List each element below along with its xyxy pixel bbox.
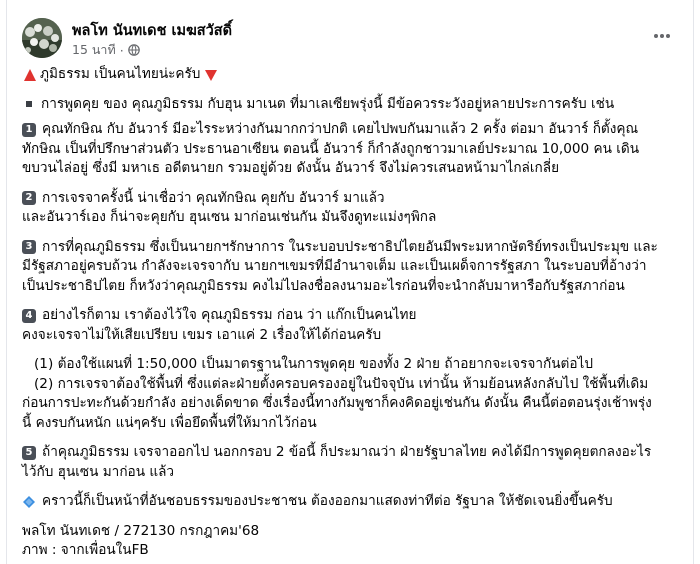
- list-item: [22, 120, 682, 179]
- post-title-line: [22, 65, 682, 85]
- meta-separator: ·: [119, 42, 124, 58]
- avatar[interactable]: [22, 18, 62, 58]
- more-options-icon[interactable]: [648, 24, 676, 48]
- post-time[interactable]: 15 นาที: [72, 42, 116, 57]
- post-body: [22, 65, 682, 561]
- red-triangle-down-icon: [204, 68, 218, 82]
- signature: พลโท นันทเดช / 272130 กรกฎาคม'68: [22, 522, 260, 539]
- post-header: [22, 18, 682, 62]
- closing-line: [22, 492, 682, 512]
- item-text: เป็นประชาธิปไตย ก็หวังว่าคุณภูมิธรรม คงไม่ไปลงชื่อลงนามอะไรก่อนที่จะนำกลับมาหารือกับรัฐสภาก่อน: [22, 277, 625, 294]
- keycap-2-icon: 2: [22, 191, 36, 205]
- sub-item-text: (2) การเจรจาต้องใช้พื้นที่ ซึ่งแต่ละฝ่ายตั้งครอบครองอยู่ในปัจจุบัน เท่านั้น ห้ามย้อนหลังกลับไป ใช้พื้นที่เดิม: [34, 375, 649, 392]
- item-text: การที่คุณภูมิธรรม ซึ่งเป็นนายกฯรักษาการ ในระบอบประชาธิปไตยอันมีพระมหากษัตริย์ทรงเป็นประมุข และ: [42, 238, 658, 255]
- item-text: มีรัฐสภาอยู่ครบถ้วน กำลังจะเจรจากับ นายกฯเขมรที่มีอำนาจเต็ม และเป็นเผด็จการรัฐสภา ในระบอบที่อ้างว่า: [22, 258, 647, 274]
- item-text: ถ้าคุณภูมิธรรม เจรจาออกไป นอกกรอบ 2 ข้อนี้ ก็ประมาณว่า ฝ่ายรัฐบาลไทย คงได้มีการพูดคุยตกลงอะไร: [42, 444, 652, 460]
- intro-text: การพูดคุย ของ คุณภูมิธรรม กับฮุน มาเนต ที่มาเลเซียพรุ่งนี้ มีข้อควรระวังอยู่หลายประการครับ เช่น: [41, 95, 615, 112]
- sub-item-text: ก่อนการปะทะกันด้วยกำลัง อย่างเด็ดขาด ซึ่งเรื่องนี้ทางกัมพูชาก็คงคิดอยู่เช่นกัน ดังนั้น คืนนี้ต่อตอนรุ่งเช้าพรุ่ง: [22, 395, 652, 411]
- item-text: การเจรจาครั้งนี้ น่าเชื่อว่า คุณทักษิณ คุยกับ อันวาร์ มาแล้ว: [42, 189, 385, 206]
- red-triangle-up-icon: [23, 68, 37, 82]
- keycap-5-icon: 5: [22, 446, 36, 460]
- keycap-1-icon: 1: [22, 123, 36, 137]
- keycap-3-icon: 3: [22, 240, 36, 254]
- globe-icon[interactable]: [128, 44, 140, 56]
- post-meta: [72, 40, 140, 60]
- photo-credit: ภาพ : จากเพื่อนในFB: [22, 542, 149, 558]
- sub-list: [22, 355, 682, 433]
- item-text: คงจะเจรจาไม่ให้เสียเปรียบ เขมร เอาแค่ 2 เรื่องให้ได้ก่อนครับ: [22, 326, 382, 343]
- list-item: [22, 238, 682, 297]
- item-text: คุณทักษิณ กับ อันวาร์ มีอะไรระหว่างกันมากกว่าปกติ เคยไปพบกันมาแล้ว 2 ครั้ง ต่อมา อันวาร์ ก็ตั้งคุณ: [42, 121, 639, 137]
- item-text: ไว้กับ ฮุนเซน มาก่อน แล้ว: [22, 463, 175, 480]
- list-item: [22, 443, 682, 482]
- list-item: [22, 306, 682, 345]
- post-card: [6, 0, 694, 564]
- keycap-4-icon: 4: [22, 309, 36, 323]
- closing-text: คราวนี้ก็เป็นหน้าที่อันชอบธรรมของประชาชน ต้องออกมาแสดงท่าทีต่อ รัฐบาล ให้ชัดเจนยิ่งขึ้นครับ: [42, 493, 613, 509]
- item-text: ขบวนไล่อยู่ ซึ่งมี มหาเธ อดีตนายก รวมอยู่ด้วย ดังนั้น อันวาร์ จึงไม่ควรเสนอหน้ามาไกล่เกลี่ย: [22, 160, 560, 176]
- post-title: ภูมิธรรม เป็นคนไทยน่ะครับ: [40, 66, 201, 82]
- sub-item-text: นี้ คงรบกันหนัก แน่ๆครับ เพื่อยึดพื้นที่ให้มากไว้ก่อน: [22, 414, 317, 431]
- blue-diamond-icon: [22, 495, 36, 509]
- author-name[interactable]: พลโท นันทเดช เมฆสวัสดิ์: [72, 23, 233, 39]
- item-text: อย่างไรก็ตาม เราต้องไว้ใจ คุณภูมิธรรม ก่อน ว่า แก๊กเป็นคนไทย: [42, 307, 417, 323]
- item-text: และอันวาร์เอง ก็น่าจะคุยกับ ฮุนเซน มาก่อนเช่นกัน มันจึงดูทะแม่งๆพิกล: [22, 209, 437, 225]
- intro-line: [22, 95, 682, 115]
- item-text: ทักษิณ เป็นที่ปรึกษาส่วนตัว ประธานอาเซียน ตอนนี้ อันวาร์ ก็กำลังถูกชาวมาเลย์ประมาณ 10,000 คน เดิน: [22, 140, 639, 157]
- list-item: [22, 189, 682, 228]
- sub-item-text: (1) ต้องใช้แผนที่ 1:50,000 เป็นมาตรฐานในการพูดคุย ของทั้ง 2 ฝ่าย ถ้าอยากจะเจรจากันต่อไป: [34, 356, 593, 372]
- square-bullet-icon: [26, 101, 32, 107]
